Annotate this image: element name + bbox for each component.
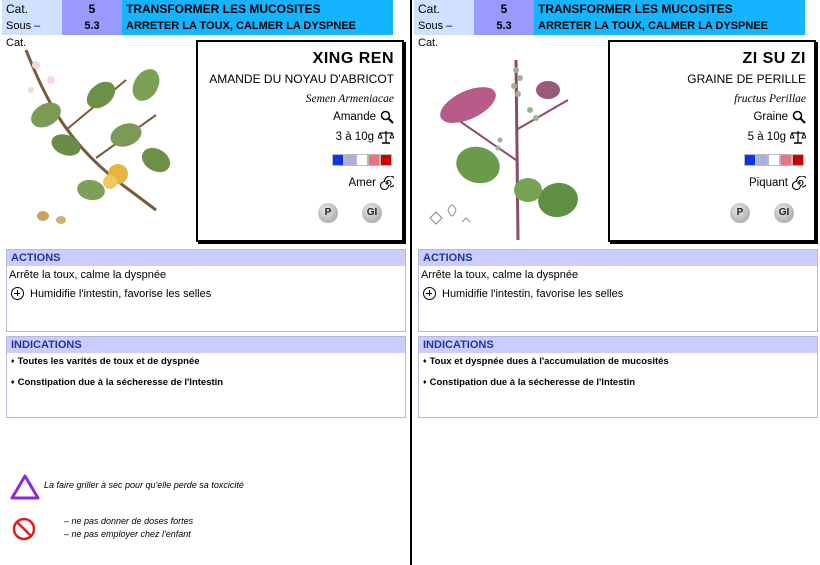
action-secondary-text: Humidifie l'intestin, favorise les selles [442,287,624,300]
subcategory-title: ARRETER LA TOUX, CALMER LA DYSPNEE [534,18,805,35]
meridian-large-intestine-badge: GI [362,203,382,223]
prohibition-icon [12,517,36,541]
temperature-scale [744,154,804,166]
actions-section [418,249,818,332]
action-main: Arrête la toux, calme la dyspnée [421,269,579,281]
herb-latin-name: fructus Perillae [734,93,806,105]
plus-circle-icon [11,287,24,300]
action-secondary [11,287,211,300]
indication-item: ♦ Constipation due à la sécheresse de l'Intestin [423,377,635,388]
category-title: TRANSFORMER LES MUCOSITES [534,0,805,18]
temp-cold [744,154,756,166]
herb-part: Amande [333,111,376,123]
herb-pinyin-name: ZI SU ZI [742,50,806,67]
subcategory-title: ARRETER LA TOUX, CALMER LA DYSPNEE [122,18,393,35]
meridian-lung-badge: P [318,203,338,223]
herb-part: Graine [753,111,788,123]
category-header [2,0,393,49]
scale-icon [378,130,394,144]
temp-neutral [768,154,780,166]
herb-french-name: AMANDE DU NOYAU D'ABRICOT [209,72,394,86]
subcategory-label: Sous – Cat. [2,18,62,35]
temp-cool [344,154,356,166]
herb-info-box [196,40,404,242]
subcategory-number: 5.3 [474,18,534,35]
herb-taste-row [749,176,806,190]
plus-circle-icon [423,287,436,300]
magnifier-icon [380,110,394,124]
temp-warm [368,154,380,166]
warning-triangle-icon [10,474,40,500]
subcategory-label: Sous – Cat. [414,18,474,35]
temperature-scale [332,154,392,166]
herb-french-name: GRAINE DE PERILLE [687,72,806,86]
category-header [414,0,805,49]
scale-icon [790,130,806,144]
herb-dose: 3 à 10g [335,131,374,143]
temp-cool [756,154,768,166]
category-number: 5 [62,0,122,18]
preparation-warning: La faire griller à sec pour qu'elle perde sa toxcicité [44,480,244,490]
herb-latin-name: Semen Armeniacae [305,93,394,105]
indication-item: ♦ Toux et dyspnée dues à l'accumulation de mucosités [423,356,669,367]
herb-card-zi-su-zi [412,0,820,565]
magnifier-icon [792,110,806,124]
meridian-badges [730,203,794,223]
herb-part-row [333,110,394,124]
indications-heading: INDICATIONS [7,337,405,353]
temp-cold [332,154,344,166]
actions-heading: ACTIONS [419,250,817,266]
herb-taste: Amer [348,177,376,189]
indications-section [418,336,818,418]
temp-hot [380,154,392,166]
spiral-icon [792,176,806,190]
perilla-illustration [418,40,604,245]
indications-heading: INDICATIONS [419,337,817,353]
indications-section [6,336,406,418]
herb-pinyin-name: XING REN [312,50,394,67]
category-title: TRANSFORMER LES MUCOSITES [122,0,393,18]
meridian-lung-badge: P [730,203,750,223]
herb-dose-row [336,130,394,144]
herb-dose: 5 à 10g [747,131,786,143]
action-secondary [423,287,623,300]
herb-taste: Piquant [748,177,788,189]
apricot-illustration [6,40,192,245]
action-secondary-text: Humidifie l'intestin, favorise les selles [30,287,212,300]
category-label: Cat. [2,0,62,18]
temp-neutral [356,154,368,166]
temp-hot [792,154,804,166]
herb-part-row [753,110,806,124]
category-label: Cat. [414,0,474,18]
indication-item: ♦ Constipation due à la sécheresse de l'Intestin [11,377,223,388]
herb-dose-row [748,130,806,144]
category-number: 5 [474,0,534,18]
temp-warm [780,154,792,166]
spiral-icon [380,176,394,190]
contraindication-2: – ne pas employer chez l'enfant [64,529,191,539]
indication-item: ♦ Toutes les varités de toux et de dyspnée [11,356,200,367]
actions-section [6,249,406,332]
meridian-badges [318,203,382,223]
actions-heading: ACTIONS [7,250,405,266]
meridian-large-intestine-badge: GI [774,203,794,223]
contraindication-1: – ne pas donner de doses fortes [64,516,194,526]
subcategory-number: 5.3 [62,18,122,35]
herb-taste-row [349,176,394,190]
herb-info-box [608,40,816,242]
action-main: Arrête la toux, calme la dyspnée [9,269,167,281]
